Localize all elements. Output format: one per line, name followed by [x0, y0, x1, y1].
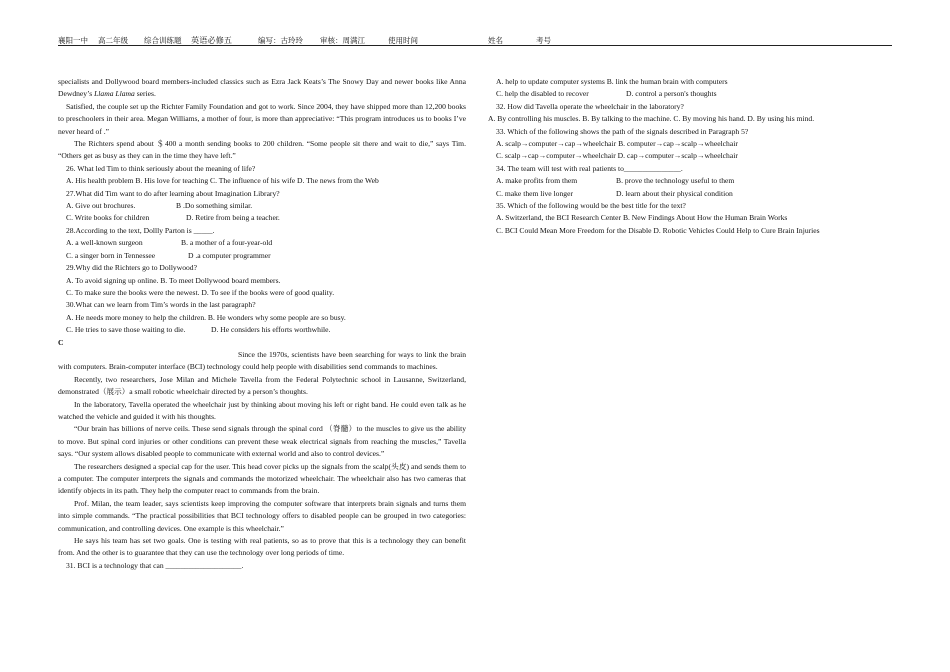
page-header [58, 33, 892, 46]
option-a: A. Give out brochures. [66, 201, 136, 211]
question-33: 33. Which of the following shows the path of the signals described in Paragraph 5? [496, 126, 749, 136]
question-28: 28.According to the text, Dollly Parton is _____. [66, 225, 215, 235]
question-31-options-cd [488, 88, 883, 100]
right-column [488, 76, 883, 237]
option-b: B .Do something similar. [176, 201, 253, 211]
question-28-options-cd [58, 250, 466, 262]
header-kind: 综合训练题 [144, 36, 182, 45]
text: series. [134, 89, 156, 99]
text: specialists and Dollywood board members-included classics such as Ezra Jack Keats’s The Snowy Day and newer books like Anna Dewdney’s [58, 77, 466, 99]
passage-paragraph: Since the 1970s, scientists have been searching for ways to link the brain with computers. Brain-computer interface (BCI) technology could help people with disabilities send commands to machines. [58, 349, 466, 372]
option-b: B. a mother of a four-year-old [181, 238, 273, 248]
header-subject: 英语必修五 [191, 36, 232, 45]
passage-paragraph: In the laboratory, Tavella operated the wheelchair just by thinking about moving his left or right band. He could even talk as he watched the vehicle and guided it with his thoughts. [58, 399, 466, 421]
section-heading: C [58, 337, 64, 347]
passage-paragraph: Satisfied, the couple set up the Richter Family Foundation and got to work. Since 2004, they have shipped more than 12,200 books to preschoolers in their area. Megan Williams, a mother of four, is more than appreciative: “This program introduces us to books I’ve never heard of .” [58, 101, 466, 136]
question-29-options-cd: C. To make sure the books were the newest. D. To see if the books were of good quality. [66, 287, 335, 297]
passage-paragraph: He says his team has set two goals. One is testing with real patients, so as to prove that this is a technology they can benefit from. And the other is to guarantee that they can use the technology over long periods of time. [58, 536, 466, 558]
left-column [58, 76, 466, 572]
question-29-options-ab: A. To avoid signing up online. B. To meet Dollywood board members. [66, 275, 281, 285]
option-a: A. make profits from them [496, 176, 578, 186]
question-32: 32. How did Tavella operate the wheelchair in the laboratory? [496, 101, 684, 111]
passage-paragraph: The researchers designed a special cap for the user. This head cover picks up the signals from the scalp(头皮) and sends them to a computer. The computer interprets the signals and commands the motorized wheelchair. The wheelchair also has two cameras that identify objects in its path. They help the computer react to commands from the brain. [58, 461, 466, 496]
question-30: 30.What can we learn from Tim’s words in the last paragraph? [66, 300, 256, 310]
option-b: B. prove the technology useful to them [616, 176, 735, 186]
question-35: 35. Which of the following would be the best title for the text? [496, 201, 686, 211]
question-27-options-ab [58, 200, 466, 212]
book-title: Llama Llama [94, 89, 135, 99]
passage-paragraph [58, 76, 466, 101]
question-30-options-cd [58, 324, 466, 336]
option-d: D. learn about their physical condition [616, 188, 733, 198]
question-30-options-ab: A. He needs more money to help the children. B. He wonders why some people are so busy. [66, 312, 346, 322]
option-c: C. a singer born in Tennessee [66, 250, 156, 260]
question-31-options-ab: A. help to update computer systems B. link the human brain with computers [496, 77, 728, 86]
question-34-options-ab [488, 175, 883, 187]
passage-paragraph: Prof. Milan, the team leader, says scientists keep improving the computer software that interprets brain signals and turns them into simple commands. “The practical possibilities that BCI technology offers to disabled people can be grouped in two categories: communication, and controlling devices. One example is this wheelchair.” [58, 498, 466, 533]
question-31: 31. BCI is a technology that can ____________________. [66, 560, 244, 570]
option-d: D .a computer programmer [188, 250, 271, 260]
question-28-options-ab [58, 237, 466, 249]
option-c: C. help the disabled to recover [496, 89, 589, 99]
question-35-options-cd: C. BCI Could Mean More Freedom for the Disable D. Robotic Vehicles Could Help to Cure Brain Injuries [496, 225, 820, 235]
header-reviewer: 审核：周满江 [320, 36, 365, 45]
passage-paragraph: Recently, two researchers, Jose Milan and Michele Tavella from the Federal Polytechnic school in Lausanne, Switzerland, demonstrated（展示）a small robotic wheelchair directed by a person’s thoughts. [58, 374, 466, 397]
question-32-options: A. By controlling his muscles. B. By talking to the machine. C. By moving his hand. D. By using his mind. [488, 114, 815, 124]
header-author: 编写：古玲玲 [258, 36, 303, 45]
question-26-options: A. His health problem B. His love for teaching C. The influence of his wife D. The news from the Web [66, 176, 379, 186]
option-d: D. control a person's thoughts [626, 89, 717, 99]
question-27: 27.What did Tim want to do after learning about Imagination Library? [66, 188, 280, 198]
header-name: 姓名 [488, 36, 503, 45]
header-exam-no: 考号 [536, 36, 551, 45]
question-33-options-cd: C. scalp→cap→computer→wheelchair D. cap→computer→scalp→wheelchair [496, 151, 738, 161]
header-date: 使用时间 [388, 36, 418, 45]
question-33-options-ab: A. scalp→computer→cap→wheelchair B. computer→cap→scalp→wheelchair [496, 139, 738, 149]
question-35-options-ab: A. Switzerland, the BCI Research Center B. New Findings About How the Human Brain Works [496, 213, 788, 223]
question-29: 29.Why did the Richters go to Dollywood? [66, 263, 197, 273]
passage-paragraph: “Our brain has billions of nerve ceils. These send signals through the spinal cord （脊髓）to the muscles to give us the ability to move. But spinal cord injuries or other conditions can prevent these weak electrical signals from reaching the muscles,” Tavella says. “Our system allows disabled people to communicate with external world and also to control devices.” [58, 424, 466, 459]
question-34: 34. The team will test with real patients to_______________. [496, 163, 683, 173]
passage-paragraph: The Richters spend about ＄400 a month sending books to 200 children. “Some people sit there and wait to die,” says Tim. “Others get as busy as they can in the time they have left.” [58, 139, 466, 161]
option-c: C. Write books for children [66, 213, 150, 223]
header-grade: 高二年级 [98, 36, 128, 45]
option-c: C. make them live longer [496, 188, 573, 198]
option-a: A. a well-known surgeon [66, 238, 143, 248]
header-school: 襄阳一中 [58, 36, 88, 45]
question-34-options-cd [488, 188, 883, 200]
option-d: D. He considers his efforts worthwhile. [211, 325, 331, 335]
question-27-options-cd [58, 212, 466, 224]
option-d: D. Retire from being a teacher. [186, 213, 280, 223]
question-26: 26. What led Tim to think seriously about the meaning of life? [66, 163, 256, 173]
option-c: C. He tries to save those waiting to die. [66, 325, 186, 335]
